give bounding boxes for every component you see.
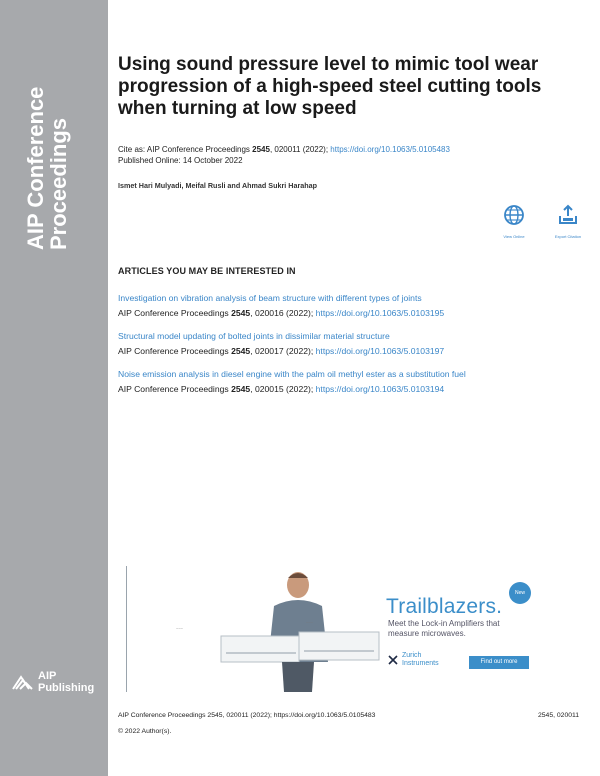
cite-suffix: , 020011 (2022); bbox=[269, 145, 331, 154]
copyright: © 2022 Author(s). bbox=[118, 728, 172, 735]
authors: Ismet Hari Mulyadi, Meifal Rusli and Ahmad Sukri Harahap bbox=[118, 181, 318, 190]
doi-link[interactable]: https://doi.org/10.1063/5.0105483 bbox=[330, 145, 450, 154]
zurich-logo-icon bbox=[388, 655, 398, 665]
zurich-instruments-logo bbox=[388, 652, 439, 668]
paper-title: Using sound pressure level to mimic tool wear progression of a high-speed steel cutting tools when turning at low speed bbox=[118, 54, 542, 119]
related-article-ref bbox=[118, 307, 590, 319]
related-article-title[interactable]: Investigation on vibration analysis of beam structure with different types of joints bbox=[118, 293, 422, 303]
journal-name bbox=[20, 40, 84, 260]
journal-name-line1: AIP Conference bbox=[23, 86, 48, 250]
related-article-title[interactable]: Noise emission analysis in diesel engine with the palm oil methyl ester as a substitution fuel bbox=[118, 369, 466, 379]
zurich-name bbox=[402, 652, 439, 668]
related-article-ref bbox=[118, 383, 590, 395]
related-article-number: , 020016 (2022); bbox=[250, 308, 316, 318]
find-out-more-button[interactable]: Find out more bbox=[469, 656, 529, 669]
publisher-logo[interactable] bbox=[12, 670, 94, 694]
zurich-line1: Zurich bbox=[402, 652, 422, 659]
advertisement-banner[interactable] bbox=[126, 566, 546, 692]
related-article-doi[interactable]: https://doi.org/10.1063/5.0103197 bbox=[315, 346, 445, 356]
related-article-number: , 020017 (2022); bbox=[250, 346, 316, 356]
ad-subtext: Meet the Lock-in Amplifiers that measure microwaves. bbox=[388, 619, 500, 638]
export-citation-button[interactable] bbox=[548, 204, 588, 239]
related-article-doi[interactable]: https://doi.org/10.1063/5.0103194 bbox=[315, 384, 445, 394]
view-online-button[interactable] bbox=[494, 204, 534, 239]
publisher-name bbox=[38, 670, 94, 694]
related-article-volume: 2545 bbox=[231, 384, 251, 394]
aip-logo-icon bbox=[12, 674, 34, 690]
footer-citation: AIP Conference Proceedings 2545, 020011 (2022); https://doi.org/10.1063/5.0105483 bbox=[118, 712, 376, 719]
related-article-doi[interactable]: https://doi.org/10.1063/5.0103195 bbox=[315, 308, 445, 318]
view-online-label: View Online bbox=[503, 234, 525, 239]
related-article-title[interactable]: Structural model updating of bolted joints in dissimilar material structure bbox=[118, 331, 390, 341]
journal-name-text bbox=[24, 87, 70, 250]
citation-line bbox=[118, 145, 450, 155]
related-article bbox=[118, 369, 590, 395]
related-article-number: , 020015 (2022); bbox=[250, 384, 316, 394]
publisher-line2: Publishing bbox=[38, 682, 95, 694]
ad-divider bbox=[126, 566, 127, 692]
related-article bbox=[118, 293, 590, 319]
publisher-line1: AIP bbox=[38, 670, 57, 682]
related-article-ref bbox=[118, 345, 590, 357]
ad-headline: Trailblazers. bbox=[386, 595, 503, 618]
published-date: Published Online: 14 October 2022 bbox=[118, 156, 243, 165]
zurich-line2: Instruments bbox=[402, 660, 439, 667]
related-article-journal: AIP Conference Proceedings bbox=[118, 384, 232, 394]
articles-heading: ARTICLES YOU MAY BE INTERESTED IN bbox=[118, 266, 296, 276]
cite-prefix: Cite as: AIP Conference Proceedings bbox=[118, 145, 253, 154]
journal-name-line2: Proceedings bbox=[46, 117, 71, 250]
related-article-journal: AIP Conference Proceedings bbox=[118, 308, 232, 318]
related-article-journal: AIP Conference Proceedings bbox=[118, 346, 232, 356]
footer-page-number: 2545, 020011 bbox=[538, 712, 580, 719]
export-citation-label: Export Citation bbox=[554, 234, 582, 239]
related-article-volume: 2545 bbox=[231, 308, 251, 318]
svg-text:~~~: ~~~ bbox=[306, 620, 314, 625]
related-article-volume: 2545 bbox=[231, 346, 251, 356]
cite-volume: 2545 bbox=[252, 145, 270, 154]
ad-photo-person-with-instruments bbox=[166, 566, 416, 692]
sidebar bbox=[0, 0, 108, 776]
globe-icon bbox=[503, 204, 525, 226]
svg-text:~~~: ~~~ bbox=[176, 626, 184, 631]
related-article bbox=[118, 331, 590, 357]
export-icon bbox=[557, 204, 579, 226]
new-badge: New bbox=[509, 582, 531, 604]
